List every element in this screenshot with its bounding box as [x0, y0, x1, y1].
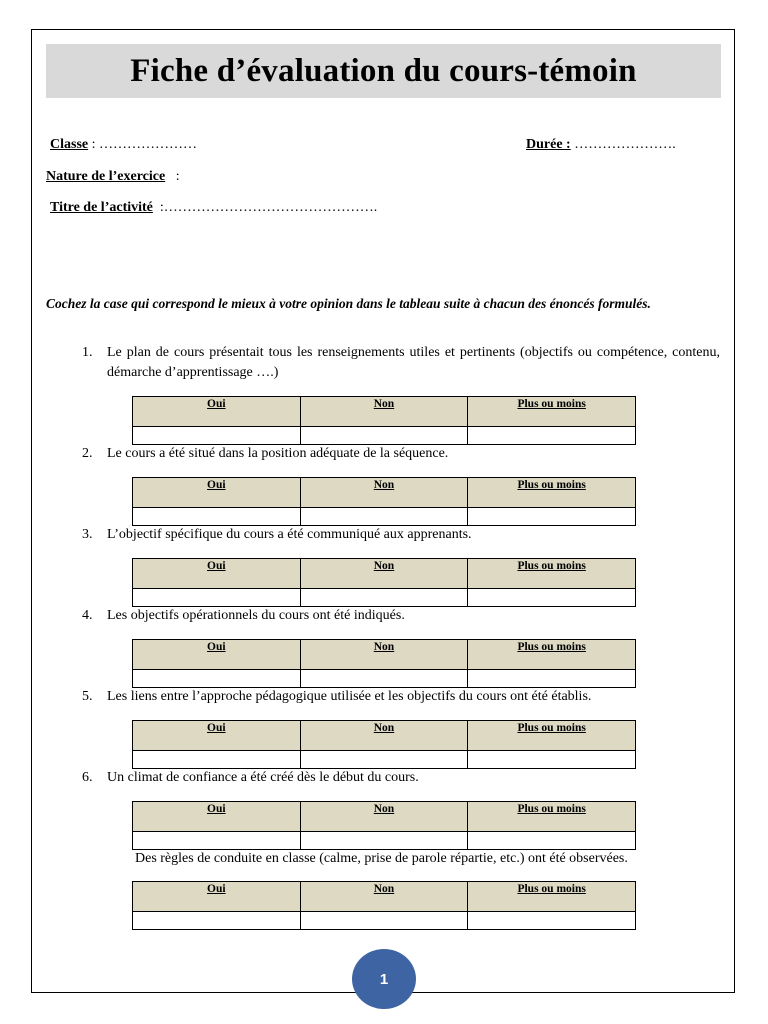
title-banner [46, 44, 721, 98]
rating-header-plus-ou-moins: Plus ou moins [468, 721, 636, 751]
rating-header-row [133, 559, 636, 589]
rating-table [132, 477, 636, 526]
item-number: 2. [82, 446, 93, 461]
item-statement: Le plan de cours présentait tous les renseignements utiles et pertinents (objectifs ou compétence, contenu, démarche d’apprentissage ….) [107, 345, 720, 380]
rating-header-oui: Oui [133, 559, 301, 589]
rating-cell-non[interactable] [300, 589, 468, 607]
rating-header-oui: Oui [133, 640, 301, 670]
duree-value: …………………. [570, 137, 676, 152]
classe-value: : ………………… [88, 137, 198, 152]
rating-header-plus-ou-moins: Plus ou moins [468, 802, 636, 832]
evaluation-item [82, 343, 720, 383]
rating-cell-plus-ou-moins[interactable] [468, 670, 636, 688]
classe-label: Classe [50, 137, 89, 152]
rating-header-oui: Oui [133, 397, 301, 427]
rating-cell-plus-ou-moins[interactable] [468, 427, 636, 445]
rating-cell-plus-ou-moins[interactable] [468, 589, 636, 607]
rating-checkbox-row [133, 670, 636, 688]
rating-cell-plus-ou-moins[interactable] [468, 832, 636, 850]
item-statement: Le cours a été situé dans la position adéquate de la séquence. [107, 446, 449, 461]
instruction-text: Cochez la case qui correspond le mieux à votre opinion dans le tableau suite à chacun des énoncés formulés. [46, 296, 651, 311]
item-number: 1. [82, 345, 93, 360]
item-number: 3. [82, 527, 93, 542]
rating-header-plus-ou-moins: Plus ou moins [468, 478, 636, 508]
rating-cell-plus-ou-moins[interactable] [468, 508, 636, 526]
rating-cell-non[interactable] [300, 751, 468, 769]
page-title: Fiche d’évaluation du cours-témoin [130, 52, 637, 89]
rating-cell-plus-ou-moins[interactable] [468, 751, 636, 769]
rating-header-non: Non [300, 397, 468, 427]
nature-value: : [165, 169, 180, 184]
item-statement: Les liens entre l’approche pédagogique utilisée et les objectifs du cours ont été établis. [107, 689, 592, 704]
rating-header-non: Non [300, 802, 468, 832]
rating-header-row [133, 478, 636, 508]
rating-cell-oui[interactable] [133, 832, 301, 850]
page-number-badge: 1 [352, 949, 416, 1009]
rating-header-row [133, 640, 636, 670]
rating-cell-oui[interactable] [133, 589, 301, 607]
evaluation-item [82, 444, 720, 464]
rating-cell-non[interactable] [300, 670, 468, 688]
rating-header-row [133, 802, 636, 832]
rating-checkbox-row [133, 589, 636, 607]
duree-label: Durée : [526, 137, 571, 152]
evaluation-item [82, 768, 720, 788]
rating-cell-oui[interactable] [133, 508, 301, 526]
rating-header-row [133, 721, 636, 751]
evaluation-item [82, 849, 720, 869]
rating-header-oui: Oui [133, 802, 301, 832]
titre-field [50, 200, 377, 216]
item-statement: Un climat de confiance a été créé dès le début du cours. [107, 770, 419, 785]
item-number: 5. [82, 689, 93, 704]
item-statement: Les objectifs opérationnels du cours ont été indiqués. [107, 608, 405, 623]
rating-header-oui: Oui [133, 882, 301, 912]
rating-checkbox-row [133, 751, 636, 769]
evaluation-item [82, 525, 720, 545]
rating-header-oui: Oui [133, 478, 301, 508]
evaluation-item [82, 606, 720, 626]
item-number: 6. [82, 770, 93, 785]
evaluation-item [82, 687, 720, 707]
rating-cell-non[interactable] [300, 832, 468, 850]
duree-field [526, 137, 676, 153]
rating-checkbox-row [133, 508, 636, 526]
titre-value: :………………………………………. [152, 200, 378, 215]
rating-cell-plus-ou-moins[interactable] [468, 912, 636, 930]
rating-cell-oui[interactable] [133, 912, 301, 930]
rating-cell-non[interactable] [300, 912, 468, 930]
nature-field [46, 169, 180, 185]
rating-header-plus-ou-moins: Plus ou moins [468, 882, 636, 912]
rating-header-non: Non [300, 882, 468, 912]
rating-checkbox-row [133, 427, 636, 445]
rating-table [132, 801, 636, 850]
rating-cell-oui[interactable] [133, 427, 301, 445]
rating-checkbox-row [133, 912, 636, 930]
rating-table [132, 396, 636, 445]
rating-header-plus-ou-moins: Plus ou moins [468, 559, 636, 589]
rating-header-row [133, 397, 636, 427]
rating-cell-oui[interactable] [133, 670, 301, 688]
rating-header-plus-ou-moins: Plus ou moins [468, 397, 636, 427]
rating-table [132, 639, 636, 688]
rating-cell-non[interactable] [300, 508, 468, 526]
rating-header-non: Non [300, 640, 468, 670]
rating-header-non: Non [300, 559, 468, 589]
item-statement: L’objectif spécifique du cours a été communiqué aux apprenants. [107, 527, 472, 542]
rating-header-non: Non [300, 721, 468, 751]
rating-header-row [133, 882, 636, 912]
rating-cell-non[interactable] [300, 427, 468, 445]
item-number: 4. [82, 608, 93, 623]
nature-label: Nature de l’exercice [46, 169, 166, 184]
rating-table [132, 558, 636, 607]
rating-table [132, 881, 636, 930]
titre-label: Titre de l’activité [50, 200, 153, 215]
rating-header-non: Non [300, 478, 468, 508]
rating-cell-oui[interactable] [133, 751, 301, 769]
rating-header-plus-ou-moins: Plus ou moins [468, 640, 636, 670]
rating-table [132, 720, 636, 769]
rating-checkbox-row [133, 832, 636, 850]
item-statement: Des règles de conduite en classe (calme, prise de parole répartie, etc.) ont été observées. [135, 851, 628, 866]
rating-header-oui: Oui [133, 721, 301, 751]
classe-field [50, 137, 197, 153]
